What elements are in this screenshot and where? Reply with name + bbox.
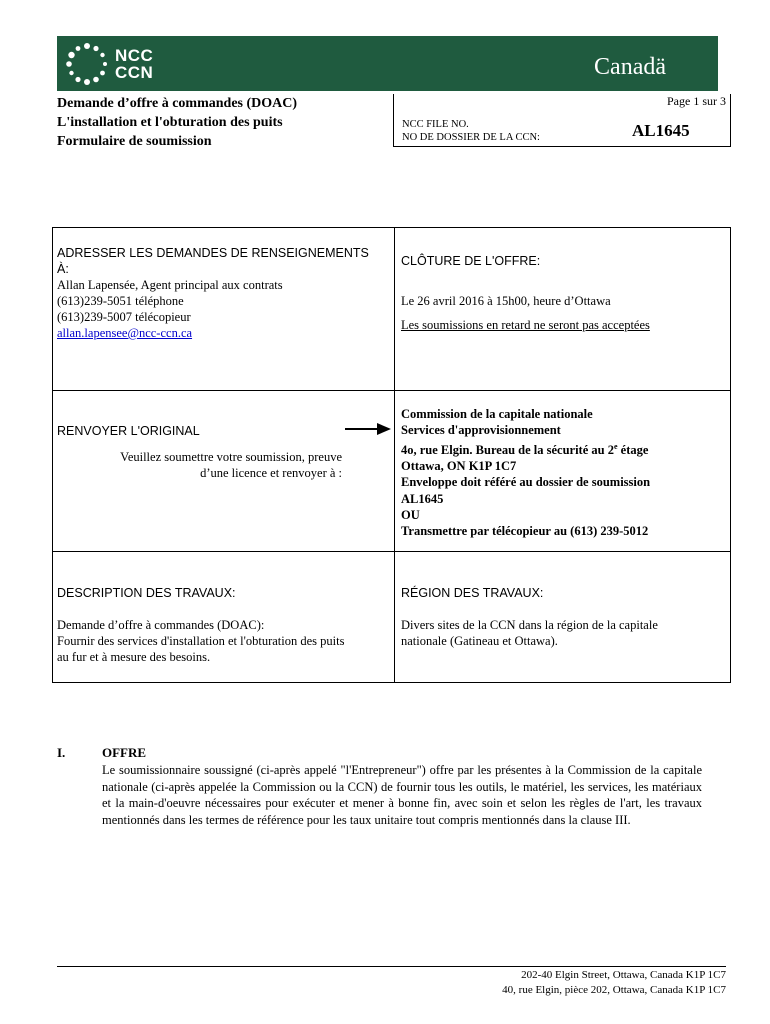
contact-fax: (613)239-5007 télécopieur xyxy=(57,310,191,324)
region-line-1: Divers sites de la CCN dans la région de la capitale xyxy=(401,618,658,632)
address-line-3-sup: e xyxy=(613,441,618,451)
file-label-fr: NO DE DOSSIER DE LA CCN: xyxy=(402,132,540,143)
contact-name: Allan Lapensée, Agent principal aux contrats xyxy=(57,278,283,292)
row-divider-1 xyxy=(53,390,730,391)
column-divider xyxy=(394,228,395,682)
file-label-en: NCC FILE NO. xyxy=(402,119,469,130)
return-cell xyxy=(57,423,391,481)
work-line-1: Demande d’offre à commandes (DOAC): xyxy=(57,618,265,632)
late-notice: Les soumissions en retard ne seront pas acceptées xyxy=(401,318,650,332)
address-line-3-main: 4o, rue Elgin. Bureau de la sécurité au 2 xyxy=(401,442,614,457)
closing-cell xyxy=(401,253,726,333)
work-region-cell xyxy=(401,585,726,649)
return-instructions xyxy=(57,449,342,481)
section-body: Le soumissionnaire soussigné (ci-après appelé "l'Entrepreneur") offre par les présentes à la Commission de la capitale nationale (ci-après appelée la Commission ou la CCN) de fournir tous les outils, le matériel, les services, les matériaux et la main-d'oeuvre nécessaires pour exécuter et mener à bonne fin, avec soin et selon les règles de l'art, les travaux mentionnés dans les termes de référence pour les taux unitaire tout compris mentionnés dans la clause III. xyxy=(102,763,702,827)
section-title: OFFRE xyxy=(102,745,147,760)
footer-address xyxy=(502,968,726,997)
footer-divider xyxy=(57,966,726,967)
logo-text-ccn: CCN xyxy=(115,63,154,82)
address-line-4: Ottawa, ON K1P 1C7 xyxy=(401,459,517,474)
address-line-8: Transmettre par télécopieur au (613) 239-5012 xyxy=(401,524,649,539)
work-line-3: au fur et à mesure des besoins. xyxy=(57,650,211,664)
right-arrow-icon xyxy=(345,422,391,436)
info-table xyxy=(52,227,731,683)
address-line-3 xyxy=(401,439,726,458)
closing-date: Le 26 avril 2016 à 15h00, heure d’Ottawa xyxy=(401,294,611,308)
canada-wordmark: Canadä xyxy=(594,54,666,80)
contact-phone: (613)239-5051 téléphone xyxy=(57,294,184,308)
ncc-dots-icon xyxy=(65,42,109,86)
region-line-2: nationale (Gatineau et Ottawa). xyxy=(401,634,558,648)
logo-text-ncc: NCC xyxy=(115,46,154,65)
title-line-1: Demande d’offre à commandes (DOAC) xyxy=(57,96,298,111)
address-line-7: OU xyxy=(401,507,420,522)
contact-cell xyxy=(57,245,391,341)
file-label xyxy=(402,118,540,144)
file-number: AL1645 xyxy=(632,121,690,140)
contact-email-link[interactable]: allan.lapensee@ncc-ccn.ca xyxy=(57,326,193,340)
return-instruction-2: d’une licence et renvoyer à : xyxy=(200,466,342,480)
ncc-logo-text xyxy=(115,47,153,81)
footer-address-fr: 40, rue Elgin, pièce 202, Ottawa, Canada K1P 1C7 xyxy=(502,983,726,996)
address-line-2: Services d'approvisionnement xyxy=(401,423,561,438)
header-banner xyxy=(57,36,718,91)
return-instruction-1: Veuillez soumettre votre soumission, preuve xyxy=(120,450,342,464)
contact-details xyxy=(57,277,391,341)
document-title xyxy=(57,94,387,151)
ncc-logo xyxy=(65,42,175,86)
title-line-2: L'installation et l'obturation des puits xyxy=(57,115,283,130)
title-line-3: Formulaire de soumission xyxy=(57,134,212,149)
file-number-box xyxy=(393,94,731,147)
contact-heading: ADRESSER LES DEMANDES DE RENSEIGNEMENTS xyxy=(57,246,369,260)
section-number: I. xyxy=(57,745,66,760)
closing-heading: CLÔTURE DE L'OFFRE: xyxy=(401,254,541,268)
work-description-cell xyxy=(57,585,391,665)
row-divider-2 xyxy=(53,551,730,552)
address-line-6: AL1645 xyxy=(401,491,444,506)
address-line-3-end: étage xyxy=(617,442,649,457)
return-heading: RENVOYER L'ORIGINAL xyxy=(57,424,200,438)
address-line-1: Commission de la capitale nationale xyxy=(401,407,593,421)
region-heading: RÉGION DES TRAVAUX: xyxy=(401,586,544,600)
work-heading: DESCRIPTION DES TRAVAUX: xyxy=(57,586,236,600)
work-line-2: Fournir des services d'installation et l'obturation des puits xyxy=(57,634,345,648)
page-number: Page 1 sur 3 xyxy=(667,94,726,108)
address-line-5: Enveloppe doit référé au dossier de soumission xyxy=(401,475,651,490)
address-cell xyxy=(401,406,726,540)
contact-heading-2: À: xyxy=(57,262,69,276)
footer-address-en: 202-40 Elgin Street, Ottawa, Canada K1P 1C7 xyxy=(521,969,726,981)
